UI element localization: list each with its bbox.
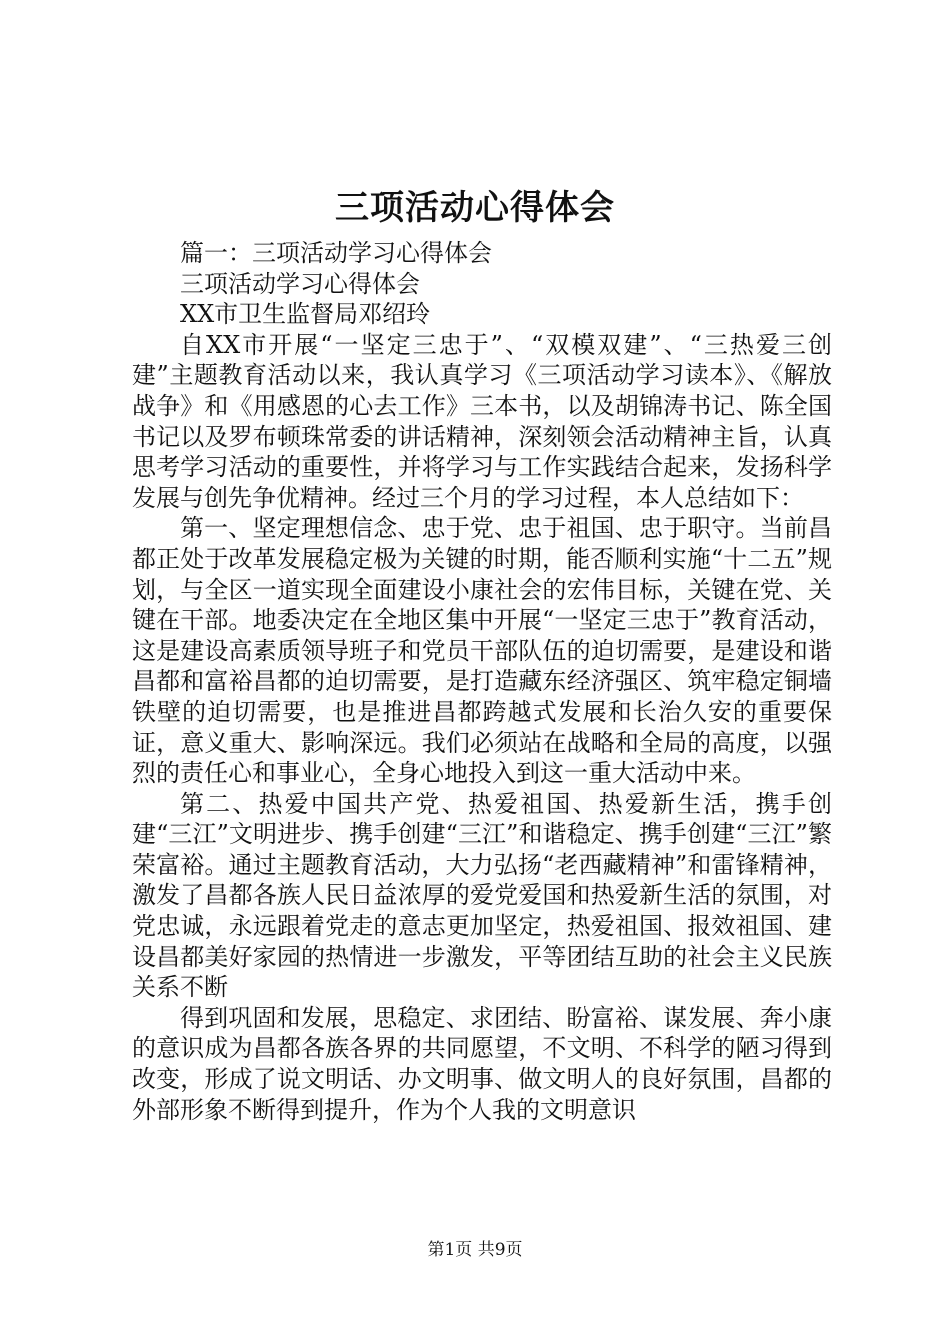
paragraph-intro: 自XX市开展“一坚定三忠于”、“双模双建”、“三热爱三创建”主题教育活动以来，我认真学习《三项活动学习读本》、《解放战争》和《用感恩的心去工作》三本书，以及胡锦涛书记、陈全国书记以及罗布顿珠常委的讲话精神，深刻领会活动精神主旨，认真思考学习活动的重要性，并将学习与工作实践结合起来，发扬科学发展与创先争优精神。经过三个月的学习过程，本人总结如下： (132, 330, 832, 512)
paragraph-heading: 三项活动学习心得体会 (180, 269, 420, 298)
paragraph-author: XX市卫生监督局邓绍玲 (180, 300, 431, 329)
document-title: 三项活动心得体会 (335, 188, 615, 228)
page-footer: 第1页 共9页 (427, 1240, 523, 1260)
paragraph-subtitle: 篇一：三项活动学习心得体会 (180, 239, 492, 267)
paragraph-continuation: 得到巩固和发展，思稳定、求团结、盼富裕、谋发展、奔小康的意识成为昌都各族各界的共同愿望，不文明、不科学的陋习得到改变，形成了说文明话、办文明事、做文明人的良好氛围，昌都的外部形象不断得到提升，作为个人我的文明意识 (132, 1003, 832, 1124)
paragraph-first-point: 第一、坚定理想信念、忠于党、忠于祖国、忠于职守。当前昌都正处于改革发展稳定极为关键的时期，能否顺利实施“十二五”规划，与全区一道实现全面建设小康社会的宏伟目标，关键在党、关键在干部。地委决定在全地区集中开展“一坚定三忠于”教育活动，这是建设高素质领导班子和党员干部队伍的迫切需要，是建设和谐昌都和富裕昌都的迫切需要，是打造藏东经济强区、筑牢稳定铜墙铁壁的迫切需要，也是推进昌都跨越式发展和长治久安的重要保证，意义重大、影响深远。我们必须站在战略和全局的高度，以强烈的责任心和事业心，全身心地投入到这一重大活动中来。 (132, 514, 832, 788)
paragraph-second-point: 第二、热爱中国共产党、热爱祖国、热爱新生活，携手创建“三江”文明进步、携手创建“三江”和谐稳定、携手创建“三江”繁荣富裕。通过主题教育活动，大力弘扬“老西藏精神”和雷锋精神，激发了昌都各族人民日益浓厚的爱党爱国和热爱新生活的氛围，对党忠诚，永远跟着党走的意志更加坚定，热爱祖国、报效祖国、建设昌都美好家园的热情进一步激发，平等团结互助的社会主义民族关系不断 (132, 789, 832, 1002)
document-body (132, 238, 832, 1125)
